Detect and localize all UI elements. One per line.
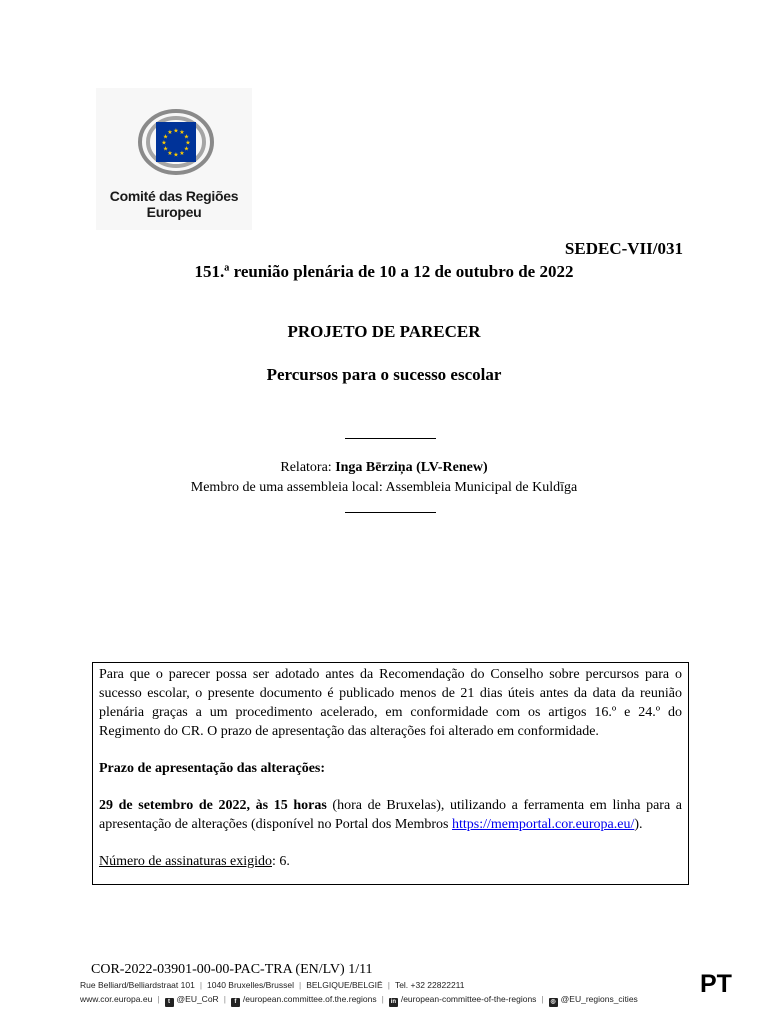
deadline-end: ). (634, 817, 643, 832)
flag-star-icon: ★ (162, 133, 169, 141)
signatures-paragraph (99, 852, 682, 871)
address-phone: Tel. +32 22822211 (394, 980, 465, 990)
address-street: Rue Belliard/Belliardstraat 101 (80, 980, 195, 990)
address-city: 1040 Bruxelles/Brussel (207, 980, 294, 990)
flag-star-icon: ★ (167, 129, 173, 137)
website-link[interactable]: www.cor.europa.eu (80, 994, 153, 1004)
separator-top (345, 438, 436, 439)
address-country: BELGIQUE/BELGIË (306, 980, 383, 990)
document-title: PROJETO DE PARECER (287, 322, 481, 341)
flag-star-icon: ★ (167, 149, 173, 157)
cor-logo (96, 88, 252, 230)
instagram-handle[interactable]: @EU_regions_cities (560, 994, 638, 1004)
logo-line-2: Europeu (146, 204, 202, 220)
twitter-icon: t (165, 998, 174, 1007)
footer-docref: COR-2022-03901-00-00-PAC-TRA (EN/LV) 1/11 (91, 962, 373, 977)
notice-intro: Para que o parecer possa ser adotado antes da Recomendação do Conselho sobre percursos para o sucesso escolar, o presente documento é publicado menos de 21 dias úteis antes da data da reunião plenária graças a um procedimento acelerado, em conformidade com os artigos 16.º e 24.º do Regimento do CR. O prazo de apresentação das alterações foi alterado em conformidade. (99, 667, 682, 739)
flag-star-icon: ★ (173, 127, 179, 135)
rapporteur-label: Relatora: (280, 460, 336, 475)
flag-star-icon: ★ (183, 145, 190, 153)
instagram-icon: ◎ (550, 999, 556, 1005)
deadline-paragraph (99, 796, 682, 834)
language-code: PT (700, 970, 732, 998)
facebook-icon: f (231, 998, 240, 1007)
signatures-value: : 6. (272, 854, 290, 869)
linkedin-icon: in (390, 999, 397, 1005)
flag-star-icon: ★ (179, 149, 185, 157)
flag-star-icon: ★ (173, 151, 179, 159)
notice-box (92, 662, 689, 885)
flag-star-icon: ★ (179, 129, 185, 137)
footer-address: Rue Belliard/Belliardstraat 101 | 1040 Bruxelles/Brussel | BELGIQUE/BELGIË | Tel. +32 22822211 (80, 980, 465, 990)
cor-emblem-icon (136, 102, 216, 182)
plenary-session: 151.ª reunião plenária de 10 a 12 de outubro de 2022 (194, 262, 574, 281)
deadline-heading-text: Prazo de apresentação das alterações: (99, 761, 326, 776)
rapporteur-name: Inga Bērziņa (LV-Renew) (335, 460, 488, 475)
facebook-handle[interactable]: /european.committee.of.the.regions (242, 994, 377, 1004)
deadline-text: (hora de Bruxelas), utilizando a ferramenta em linha para a apresentação de alterações (disponível no Portal dos Membros (99, 798, 683, 832)
footer-social: www.cor.europa.eu | t @EU_CoR | f /european.committee.of.the.regions | in /european-committee-of-the-regions | ◎ @EU_regions_cities (80, 994, 638, 1005)
linkedin-handle[interactable]: /european-committee-of-the-regions (400, 994, 537, 1004)
rapporteur-role: Membro de uma assembleia local: Assembleia Municipal de Kuldīga (190, 480, 578, 495)
flag-star-icon: ★ (185, 139, 191, 147)
twitter-handle[interactable]: @EU_CoR (176, 994, 219, 1004)
document-subtitle: Percursos para o sucesso escolar (266, 365, 502, 384)
document-reference: SEDEC-VII/031 (564, 239, 683, 258)
flag-star-icon: ★ (183, 133, 190, 141)
rapporteur-line (0, 460, 768, 476)
deadline-date: 29 de setembro de 2022, às 15 horas (99, 798, 327, 813)
memportal-link[interactable]: https://memportal.cor.europa.eu/ (452, 817, 635, 832)
logo-line-1: Comité das Regiões (109, 188, 239, 204)
signatures-label: Número de assinaturas exigido (99, 854, 273, 869)
flag-star-icon: ★ (162, 145, 169, 153)
separator-bottom (345, 512, 436, 513)
deadline-heading (99, 759, 682, 778)
flag-star-icon: ★ (161, 139, 167, 147)
